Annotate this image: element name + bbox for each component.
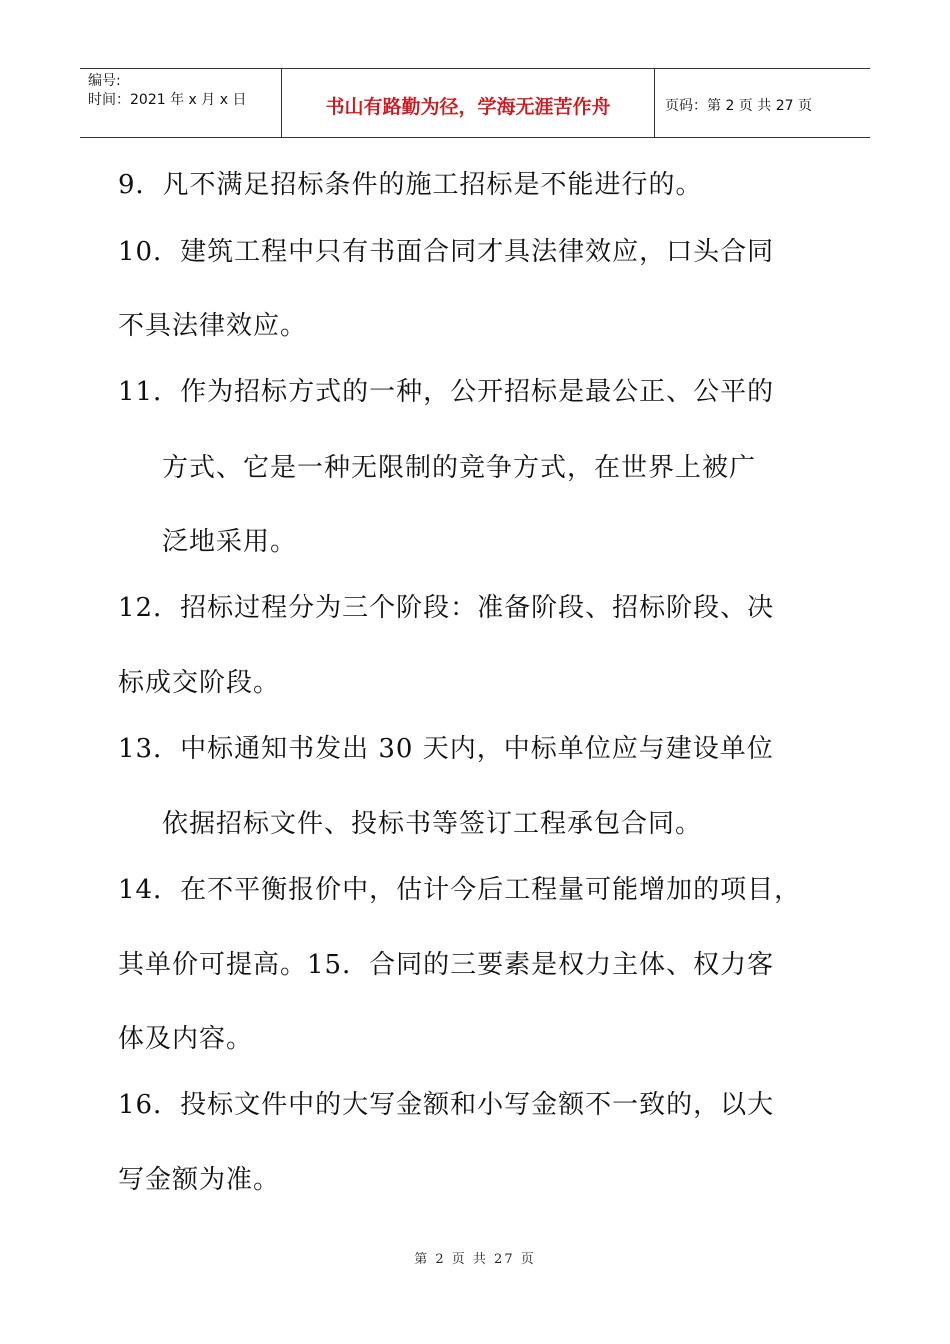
text-line: 其单价可提高。15．合同的三要素是权力主体、权力客: [118, 950, 775, 980]
text-line: 12．招标过程分为三个阶段：准备阶段、招标阶段、决: [118, 593, 775, 623]
header-motto: 书山有路勤为径，学海无涯苦作舟: [282, 69, 655, 137]
text-line: 11．作为招标方式的一种，公开招标是最公正、公平的: [118, 377, 775, 407]
text-line: 体及内容。: [118, 1024, 254, 1054]
header-meta: [80, 69, 282, 137]
page-header: [80, 68, 870, 138]
header-page-info: 页码：第 2 页 共 27 页: [665, 98, 812, 114]
page-footer: 第 2 页 共 27 页: [414, 1252, 536, 1267]
text-line: 标成交阶段。: [118, 668, 281, 698]
text-line: 13．中标通知书发出 30 天内，中标单位应与建设单位: [118, 734, 774, 764]
text-line: 写金额为准。: [118, 1165, 281, 1195]
text-line: 14．在不平衡报价中，估计今后工程量可能增加的项目，: [118, 875, 802, 905]
text-line: 不具法律效应。: [118, 311, 308, 341]
text-line: 方式、它是一种无限制的竞争方式，在世界上被广: [162, 453, 757, 483]
text-line: 泛地采用。: [162, 527, 298, 557]
text-line: 依据招标文件、投标书等签订工程承包合同。: [162, 809, 703, 839]
text-line: 9．凡不满足招标条件的施工招标是不能进行的。: [118, 170, 703, 200]
date-line: 时间：2021 年 x 月 x 日: [88, 92, 247, 108]
number-label: 编号:: [88, 73, 121, 89]
text-line: 16．投标文件中的大写金额和小写金额不一致的，以大: [118, 1090, 775, 1120]
text-line: 10．建筑工程中只有书面合同才具法律效应，口头合同: [118, 237, 775, 267]
